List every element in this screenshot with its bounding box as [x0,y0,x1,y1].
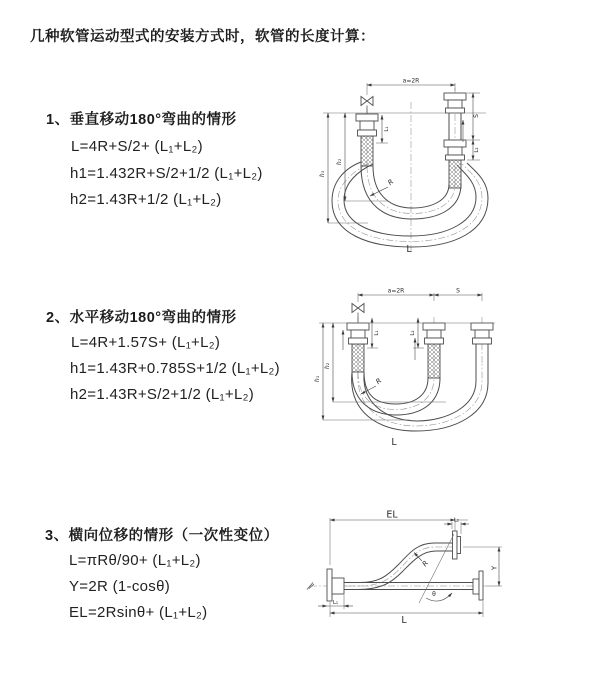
dim-label-l1: L₁ [384,126,390,132]
dimensions [314,288,495,449]
dim-label-radius: R [386,177,396,188]
dim-label-el: EL [386,509,398,521]
dim-label-l2: L₂ [410,330,416,336]
dim-label-offset: Y [490,565,499,571]
dim-label-travel: S [473,114,480,118]
dim-label-travel: S [456,287,460,295]
section-1-formula-h2: h2=1.43R+1/2 (L₁+L₂) [70,191,222,208]
flanges [327,531,483,601]
dim-label-radius: R [374,376,384,387]
hose-u-bend [352,344,488,431]
valve-icon [352,304,364,324]
dim-label-span: a=2R [402,77,420,85]
diagram-lateral-displacement [300,505,600,645]
dim-label-length: L [401,615,407,626]
dim-label-l1: L₁ [374,330,380,336]
section-2-formula-h2: h2=1.43R+S/2+1/2 (L₁+L₂) [70,386,255,403]
dim-label-h2: h₂ [324,362,331,370]
dim-label-radius: R [420,559,431,569]
section-3-formula-EL: EL=2Rsinθ+ (L₁+L₂) [69,604,208,621]
dim-label-l2: L₂ [474,147,480,153]
dim-label-l1: L₁ [332,600,339,606]
dim-label-l2: L₂ [453,517,460,524]
dim-label-h1: h₁ [319,170,326,178]
section-2-heading: 2、水平移动180°弯曲的情形 [46,310,237,326]
braided-hose-sections [352,344,440,378]
diagram-vertical-180-bend [310,70,590,260]
valve-icon [361,97,373,115]
hose-u-bend [332,113,488,247]
section-3-formula-Y: Y=2R (1-cosθ) [69,578,171,595]
dim-label-h1: h₁ [314,375,321,383]
dim-label-span: a=2R [387,287,405,295]
dim-label-length: L [391,437,397,448]
section-2-formula-L: L=4R+1.57S+ (L₁+L₂) [71,334,221,351]
section-1-heading: 1、垂直移动180°弯曲的情形 [46,112,237,128]
dim-label-length: L [406,244,412,255]
dimensions [318,510,502,627]
section-1-formula-h1: h1=1.432R+S/2+1/2 (L₁+L₂) [70,165,263,182]
section-3-heading: 3、横向位移的情形（一次性变位） [45,528,279,544]
section-2-formula-h1: h1=1.43R+0.785S+1/2 (L₁+L₂) [70,360,280,377]
section-1-formula-L: L=4R+S/2+ (L₁+L₂) [71,138,203,155]
dim-label-theta: θ [432,591,436,598]
page-title: 几种软管运动型式的安装方式时，软管的长度计算： [30,29,375,45]
section-3-formula-L: L=πRθ/90+ (L₁+L₂) [69,552,201,569]
pipe-fittings [347,323,493,344]
dim-label-h2: h₂ [336,158,343,166]
diagram-horizontal-180-bend [310,280,600,460]
